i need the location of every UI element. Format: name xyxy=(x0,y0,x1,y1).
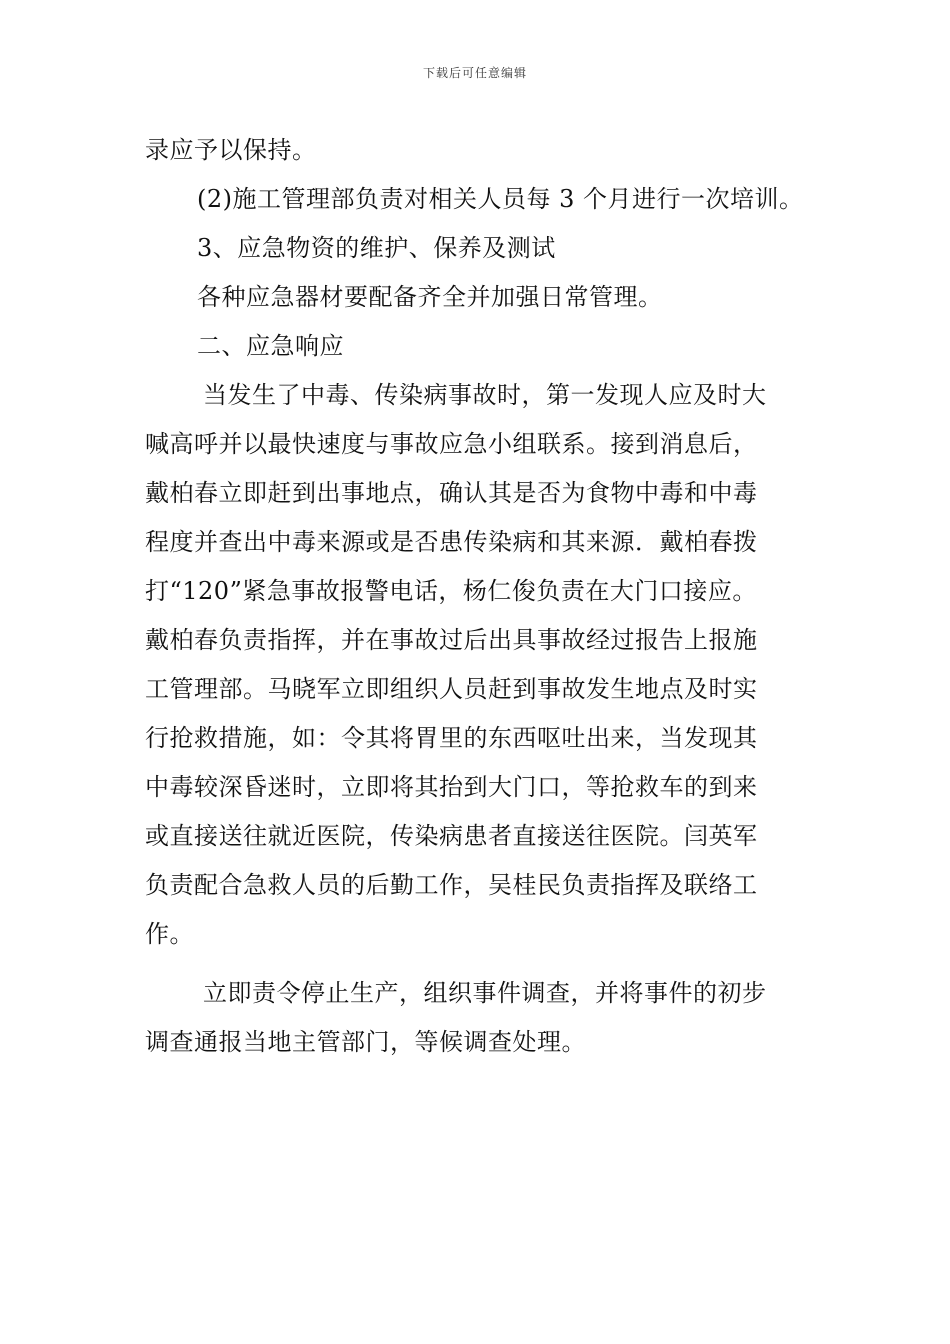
text-line: 打“120”紧急事故报警电话，杨仁俊负责在大门口接应。 xyxy=(145,577,757,605)
text-line: 程度并查出中毒来源或是否患传染病和其来源．戴柏春拨 xyxy=(145,528,758,556)
text-line: 工管理部。马晓军立即组织人员赶到事故发生地点及时实 xyxy=(145,675,758,703)
paragraph-training xyxy=(145,175,811,224)
section-heading-supplies xyxy=(145,224,811,273)
text-line: 录应予以保持。 xyxy=(145,136,317,164)
text-line: 负责配合急救人员的后勤工作，吴桂民负责指挥及联络工 xyxy=(145,871,758,899)
text-line: 立即责令停止生产，组织事件调查，并将事件的初步 xyxy=(203,979,767,1007)
paragraph-response-procedure xyxy=(145,371,811,959)
text-line: 调查通报当地主管部门，等候调查处理。 xyxy=(145,1028,586,1056)
paragraph-gap xyxy=(145,959,811,969)
text-line: 3、应急物资的维护、保养及测试 xyxy=(197,234,556,262)
text-line: 当发生了中毒、传染病事故时，第一发现人应及时大 xyxy=(203,381,767,409)
text-line: 二、应急响应 xyxy=(197,332,344,360)
paragraph-investigation xyxy=(145,969,811,1067)
document-body xyxy=(145,126,811,1067)
text-line: 行抢救措施，如：令其将胃里的东西呕吐出来，当发现其 xyxy=(145,724,758,752)
text-line: 中毒较深昏迷时，立即将其抬到大门口，等抢救车的到来 xyxy=(145,773,758,801)
text-line: 戴柏春负责指挥，并在事故过后出具事故经过报告上报施 xyxy=(145,626,758,654)
text-line: 作。 xyxy=(145,920,194,948)
text-line: 或直接送往就近医院，传染病患者直接送往医院。闫英军 xyxy=(145,822,758,850)
paragraph-equipment xyxy=(145,273,811,322)
text-line: 戴柏春立即赶到出事地点，确认其是否为食物中毒和中毒 xyxy=(145,479,758,507)
section-heading-response xyxy=(145,322,811,371)
text-line: 喊高呼并以最快速度与事故应急小组联系。接到消息后， xyxy=(145,430,758,458)
text-line: (2)施工管理部负责对相关人员每 3 个月进行一次培训。 xyxy=(197,185,804,213)
paragraph-continuation xyxy=(145,126,811,175)
page-header-note: 下载后可任意编辑 xyxy=(422,66,527,80)
text-line: 各种应急器材要配备齐全并加强日常管理。 xyxy=(197,283,663,311)
